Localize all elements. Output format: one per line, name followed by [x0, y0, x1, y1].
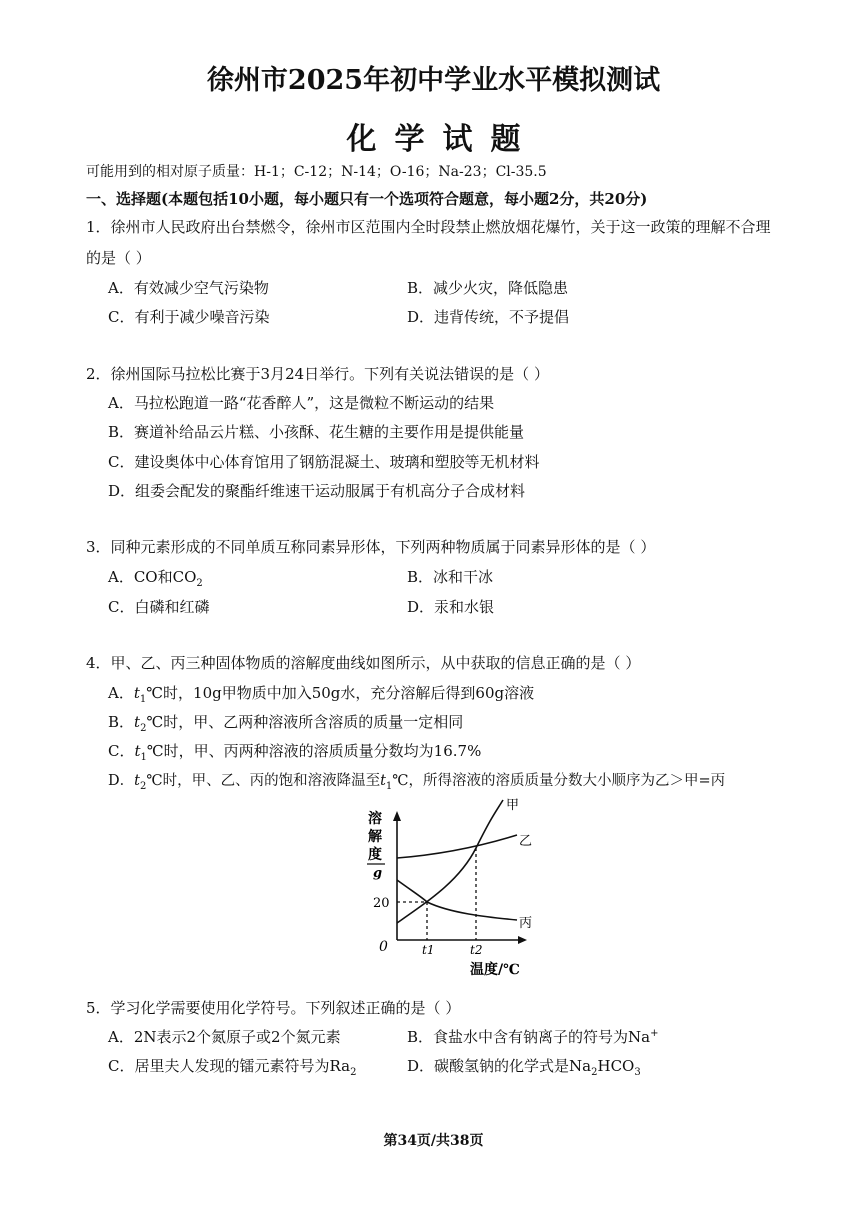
q3-option-c: C．白磷和红磷: [108, 598, 210, 616]
solubility-chart: [355, 795, 555, 980]
q5-c-sub: 2: [350, 1067, 357, 1078]
q4-b-sub: 2: [140, 723, 147, 734]
q1-option-d: D．违背传统，不予提倡: [407, 308, 570, 326]
ylabel-char-3: 度: [368, 847, 382, 863]
q5-c-text: C．居里夫人发现的镭元素符号为Ra: [108, 1057, 351, 1075]
q2-stem: 2．徐州国际马拉松比赛于3月24日举行。下列有关说法错误的是（ ）: [86, 365, 549, 383]
q1-option-b: B．减少火灾，降低隐患: [407, 279, 569, 297]
q4-a-sub: 1: [139, 694, 147, 705]
q3-stem: 3．同种元素形成的不同单质互称同素异形体，下列两种物质属于同素异形体的是（ ）: [86, 538, 656, 556]
q1-stem-line2: 的是（ ）: [86, 249, 151, 267]
q4-d-pre: D．: [108, 773, 135, 789]
x-tick-t1: t1: [422, 943, 435, 957]
q4-c-t: t: [134, 742, 141, 760]
q4-c-rest: ℃时，甲、丙两种溶液的溶质质量分数均为16.7%: [146, 742, 482, 760]
q1-option-c: C．有利于减少噪音污染: [108, 308, 270, 326]
q5-option-a: A．2N表示2个氮原子或2个氮元素: [108, 1028, 341, 1046]
q2-option-a: A．马拉松跑道一路“花香醉人”，这是微粒不断运动的结果: [108, 394, 495, 412]
q4-c-pre: C．: [108, 742, 135, 760]
q4-option-b: [108, 711, 463, 734]
atomic-masses: 可能用到的相对原子质量：H-1；C-12；N-14；O-16；Na-23；Cl-35.5: [86, 164, 547, 180]
q4-d-sub: 2: [139, 780, 147, 792]
q4-option-c: [108, 740, 481, 763]
q3-a-text: A．CO和CO: [108, 568, 197, 586]
curve-jia: [397, 800, 503, 923]
label-bing: 丙: [519, 916, 533, 931]
q3-option-b: B．冰和干冰: [407, 568, 494, 586]
q4-a-pre: A．: [108, 684, 134, 702]
q5-b-text: B．食盐水中含有钠离子的符号为Na: [407, 1028, 651, 1046]
section-heading: 一、选择题(本题包括10小题，每小题只有一个选项符合题意，每小题2分，共20分): [86, 190, 648, 208]
q1-stem-line1: 1．徐州市人民政府出台禁燃令，徐州市区范围内全时段禁止燃放烟花爆竹，关于这一政策的理解不合理: [86, 218, 771, 236]
ylabel-char-2: 解: [368, 829, 382, 845]
y-tick-20: 20: [373, 896, 390, 911]
q1-option-a: A．有效减少空气污染物: [108, 279, 269, 297]
q5-option-c: [108, 1055, 356, 1078]
q3-option-d: D．汞和水银: [407, 598, 495, 616]
q5-d-sub: 2: [591, 1067, 598, 1078]
label-yi: 乙: [519, 834, 533, 849]
q4-b-rest: ℃时，甲、乙两种溶液所含溶质的质量一定相同: [146, 713, 464, 731]
q2-option-c: C．建设奥体中心体育馆用了钢筋混凝土、玻璃和塑胶等无机材料: [108, 453, 540, 471]
q5-b-sup: +: [650, 1028, 659, 1039]
ylabel-char-1: 溶: [368, 811, 382, 827]
q4-option-a: [108, 682, 534, 705]
q4-option-d: [108, 769, 725, 792]
q4-b-pre: B．: [108, 713, 135, 731]
q5-stem: 5．学习化学需要使用化学符号。下列叙述正确的是（ ）: [86, 999, 461, 1017]
curve-yi: [397, 835, 517, 858]
exam-subtitle: 化学试题: [346, 122, 539, 157]
q4-stem: 4．甲、乙、丙三种固体物质的溶解度曲线如图所示，从中获取的信息正确的是（ ）: [86, 654, 641, 672]
q4-a-t: t: [133, 684, 140, 702]
q4-d-t2: t: [380, 773, 386, 789]
xlabel: 温度/℃: [470, 962, 520, 978]
q5-d-rest: HCO: [597, 1057, 635, 1075]
origin-label: 0: [379, 939, 388, 955]
ylabel-unit: g: [373, 866, 383, 881]
q4-d-sub2: 1: [385, 780, 393, 792]
q4-d-rest: ℃，所得溶液的溶质质量分数大小顺序为乙＞甲=丙: [392, 773, 726, 789]
q5-option-b: [407, 1026, 658, 1047]
q4-d-mid: ℃时，甲、乙、丙的饱和溶液降温至: [146, 773, 381, 789]
x-axis-arrow: [518, 936, 527, 944]
q2-option-b: B．赛道补给品云片糕、小孩酥、花生糖的主要作用是提供能量: [108, 423, 525, 441]
q2-option-d: D．组委会配发的聚酯纤维速干运动服属于有机高分子合成材料: [108, 482, 526, 500]
q4-c-sub: 1: [140, 752, 147, 763]
q4-d-t: t: [134, 773, 140, 789]
q4-a-rest: ℃时，10g甲物质中加入50g水，充分溶解后得到60g溶液: [146, 684, 535, 702]
exam-title: 徐州市2025年初中学业水平模拟测试: [206, 65, 661, 96]
q5-d-text: D．碳酸氢钠的化学式是Na: [407, 1057, 592, 1075]
q5-d-sub2: 3: [634, 1067, 641, 1078]
y-axis-arrow: [393, 811, 401, 821]
x-tick-t2: t2: [470, 943, 483, 957]
q3-a-sub: 2: [196, 578, 203, 589]
label-jia: 甲: [506, 798, 520, 813]
q4-b-t: t: [134, 713, 141, 731]
page-number: 第34页/共38页: [383, 1133, 484, 1149]
q5-option-d: [407, 1055, 641, 1078]
q3-option-a: [108, 566, 203, 589]
curve-bing: [397, 880, 517, 920]
